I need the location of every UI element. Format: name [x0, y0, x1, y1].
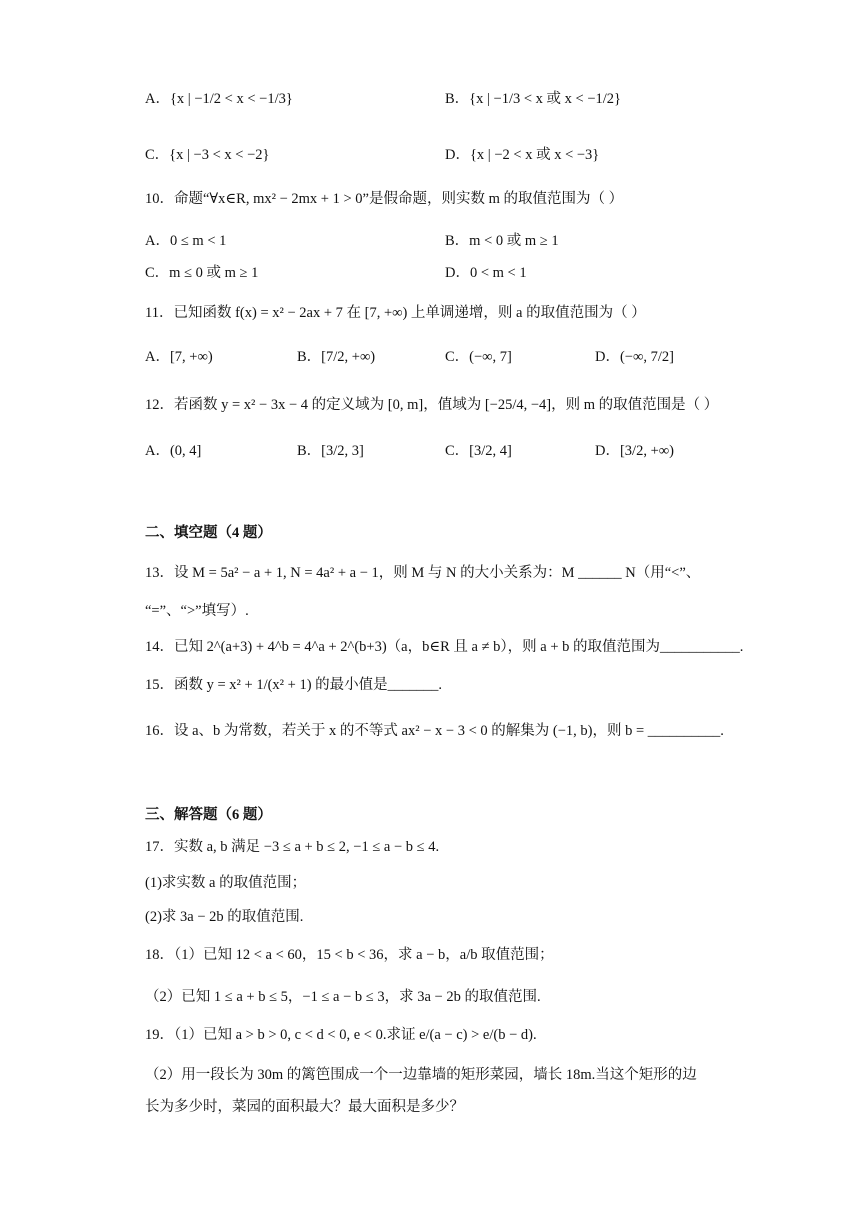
q11-option-b: B．[7/2, +∞): [297, 349, 376, 365]
q11-option-a: A．[7, +∞): [145, 349, 213, 365]
q19-part2-line1: （2）用一段长为 30m 的篱笆围成一个一边靠墙的矩形菜园，墙长 18m.当这个矩形的边: [145, 1067, 697, 1083]
q14-text: 14．已知 2^(a+3) + 4^b = 4^a + 2^(b+3)（a，b∈R 且 a ≠ b），则 a + b 的取值范围为___________.: [145, 639, 744, 655]
q12-option-c: C．[3/2, 4]: [445, 443, 512, 459]
q9-option-c: C．{x | −3 < x < −2}: [145, 147, 270, 163]
q11-option-d: D．(−∞, 7/2]: [595, 349, 674, 365]
q13-line2: “=”、“>”填写）.: [145, 603, 249, 619]
q15-text: 15．函数 y = x² + 1/(x² + 1) 的最小值是_______.: [145, 677, 443, 693]
q10-option-c: C．m ≤ 0 或 m ≥ 1: [145, 265, 259, 281]
q18-part2: （2）已知 1 ≤ a + b ≤ 5，−1 ≤ a − b ≤ 3，求 3a − 2b 的取值范围.: [145, 989, 541, 1005]
q9-option-d: D．{x | −2 < x 或 x < −3}: [445, 147, 600, 163]
q16-text: 16．设 a、b 为常数，若关于 x 的不等式 ax² − x − 3 < 0 的解集为 (−1, b)，则 b = __________.: [145, 723, 724, 739]
q12-option-d: D．[3/2, +∞): [595, 443, 674, 459]
q12-stem: 12．若函数 y = x² − 3x − 4 的定义域为 [0, m]，值域为 [−25/4, −4]，则 m 的取值范围是（ ）: [145, 397, 719, 413]
q19-part2-line2: 长为多少时，菜园的面积最大？最大面积是多少？: [145, 1099, 464, 1115]
q10-option-d: D．0 < m < 1: [445, 265, 527, 281]
q17-part2: (2)求 3a − 2b 的取值范围.: [145, 909, 304, 925]
q19-part1: 19．（1）已知 a > b > 0, c < d < 0, e < 0.求证 e/(a − c) > e/(b − d).: [145, 1027, 537, 1043]
q10-option-b: B．m < 0 或 m ≥ 1: [445, 233, 559, 249]
q12-option-b: B．[3/2, 3]: [297, 443, 364, 459]
q11-stem: 11．已知函数 f(x) = x² − 2ax + 7 在 [7, +∞) 上单调递增，则 a 的取值范围为（ ）: [145, 305, 646, 321]
section-answer-heading: 三、解答题（6 题）: [145, 807, 272, 823]
q13-line1: 13．设 M = 5a² − a + 1, N = 4a² + a − 1，则 M 与 N 的大小关系为：M ______ N（用“<”、: [145, 565, 701, 581]
q10-stem: 10．命题“∀x∈R, mx² − 2mx + 1 > 0”是假命题，则实数 m 的取值范围为（ ）: [145, 191, 624, 207]
q18-part1: 18．（1）已知 12 < a < 60，15 < b < 36，求 a − b，a/b 取值范围；: [145, 947, 554, 963]
q10-option-a: A．0 ≤ m < 1: [145, 233, 227, 249]
section-fill-in-heading: 二、填空题（4 题）: [145, 525, 272, 541]
q9-option-a: A．{x | −1/2 < x < −1/3}: [145, 91, 293, 107]
q9-option-b: B．{x | −1/3 < x 或 x < −1/2}: [445, 91, 622, 107]
q11-option-c: C．(−∞, 7]: [445, 349, 512, 365]
q12-option-a: A．(0, 4]: [145, 443, 202, 459]
q17-stem: 17．实数 a, b 满足 −3 ≤ a + b ≤ 2, −1 ≤ a − b ≤ 4.: [145, 839, 440, 855]
q17-part1: (1)求实数 a 的取值范围；: [145, 875, 307, 891]
